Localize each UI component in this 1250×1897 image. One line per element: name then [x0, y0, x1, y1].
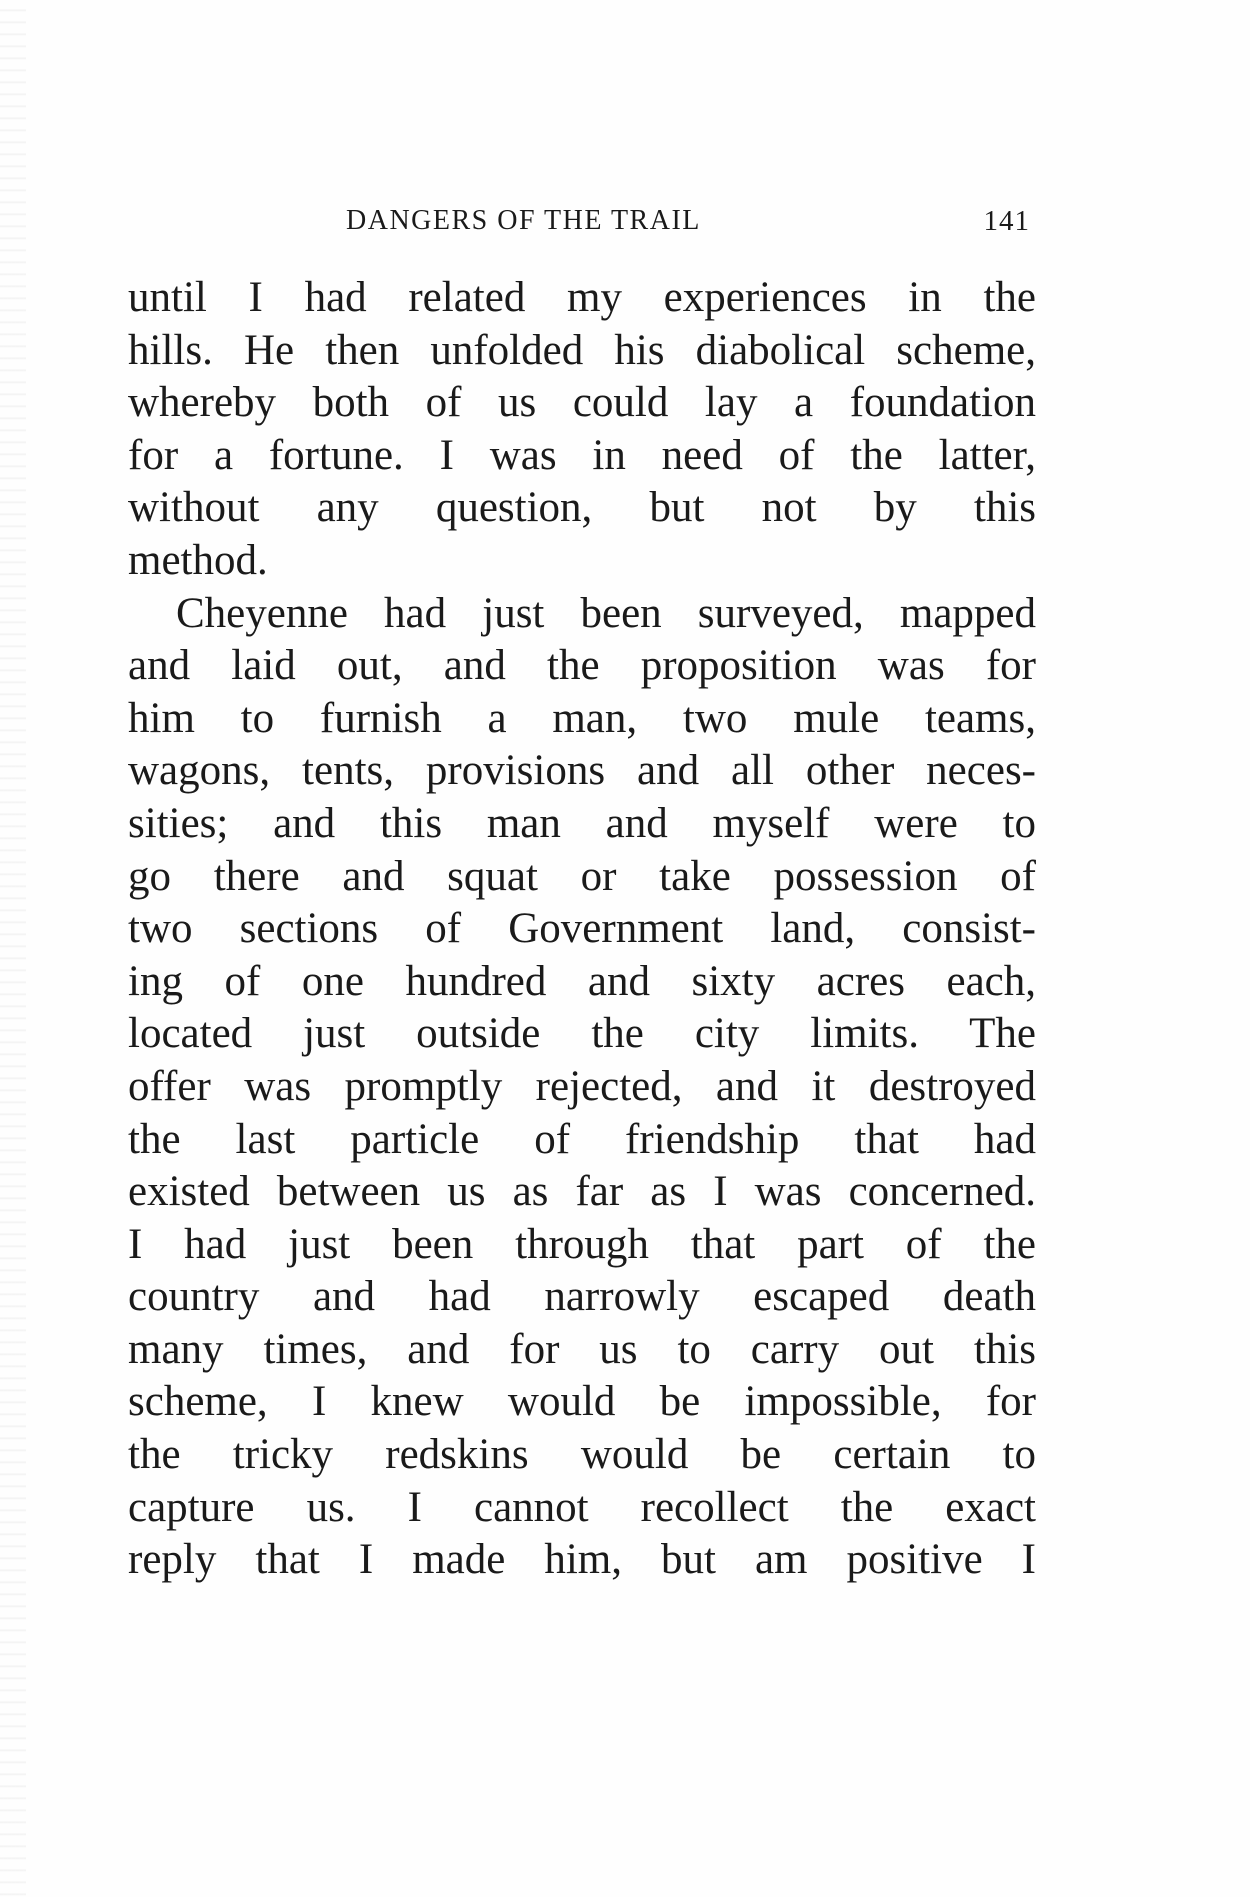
- text-line: I had just been through that part of the: [128, 1220, 1036, 1268]
- text-line: existed between us as far as I was concerned.: [128, 1168, 1036, 1216]
- text-line: capture us. I cannot recollect the exact: [128, 1483, 1036, 1531]
- text-line: method.: [128, 536, 268, 584]
- text-line: many times, and for us to carry out this: [128, 1325, 1036, 1373]
- text-line: country and had narrowly escaped death: [128, 1273, 1036, 1321]
- text-line: the tricky redskins would be certain to: [128, 1431, 1036, 1479]
- text-line: whereby both of us could lay a foundation: [128, 379, 1036, 427]
- text-line: go there and squat or take possession of: [128, 852, 1036, 900]
- running-title: DANGERS OF THE TRAIL: [346, 205, 701, 236]
- text-line: scheme, I knew would be impossible, for: [128, 1378, 1036, 1426]
- text-line: offer was promptly rejected, and it destroyed: [128, 1062, 1036, 1110]
- text-line: the last particle of friendship that had: [128, 1115, 1036, 1163]
- text-line: him to furnish a man, two mule teams,: [128, 694, 1036, 742]
- text-line: hills. He then unfolded his diabolical scheme,: [128, 326, 1036, 374]
- text-line: and laid out, and the proposition was for: [128, 642, 1036, 690]
- page-header: [130, 205, 1030, 245]
- text-line: without any question, but not by this: [128, 484, 1036, 532]
- text-line: ing of one hundred and sixty acres each,: [128, 957, 1036, 1005]
- text-line: two sections of Government land, consist-: [128, 905, 1036, 953]
- page-number: 141: [983, 205, 1030, 237]
- text-line: until I had related my experiences in the: [128, 274, 1036, 321]
- text-line: located just outside the city limits. The: [128, 1010, 1036, 1058]
- text-line: wagons, tents, provisions and all other neces-: [128, 747, 1036, 795]
- text-line: sities; and this man and myself were to: [128, 799, 1036, 847]
- body-text: [128, 272, 1036, 1587]
- text-line: for a fortune. I was in need of the latter,: [128, 431, 1036, 479]
- page-edge-scan-noise: [0, 0, 26, 1897]
- text-line: reply that I made him, but am positive I: [128, 1536, 1036, 1584]
- text-line: Cheyenne had just been surveyed, mapped: [176, 589, 1036, 637]
